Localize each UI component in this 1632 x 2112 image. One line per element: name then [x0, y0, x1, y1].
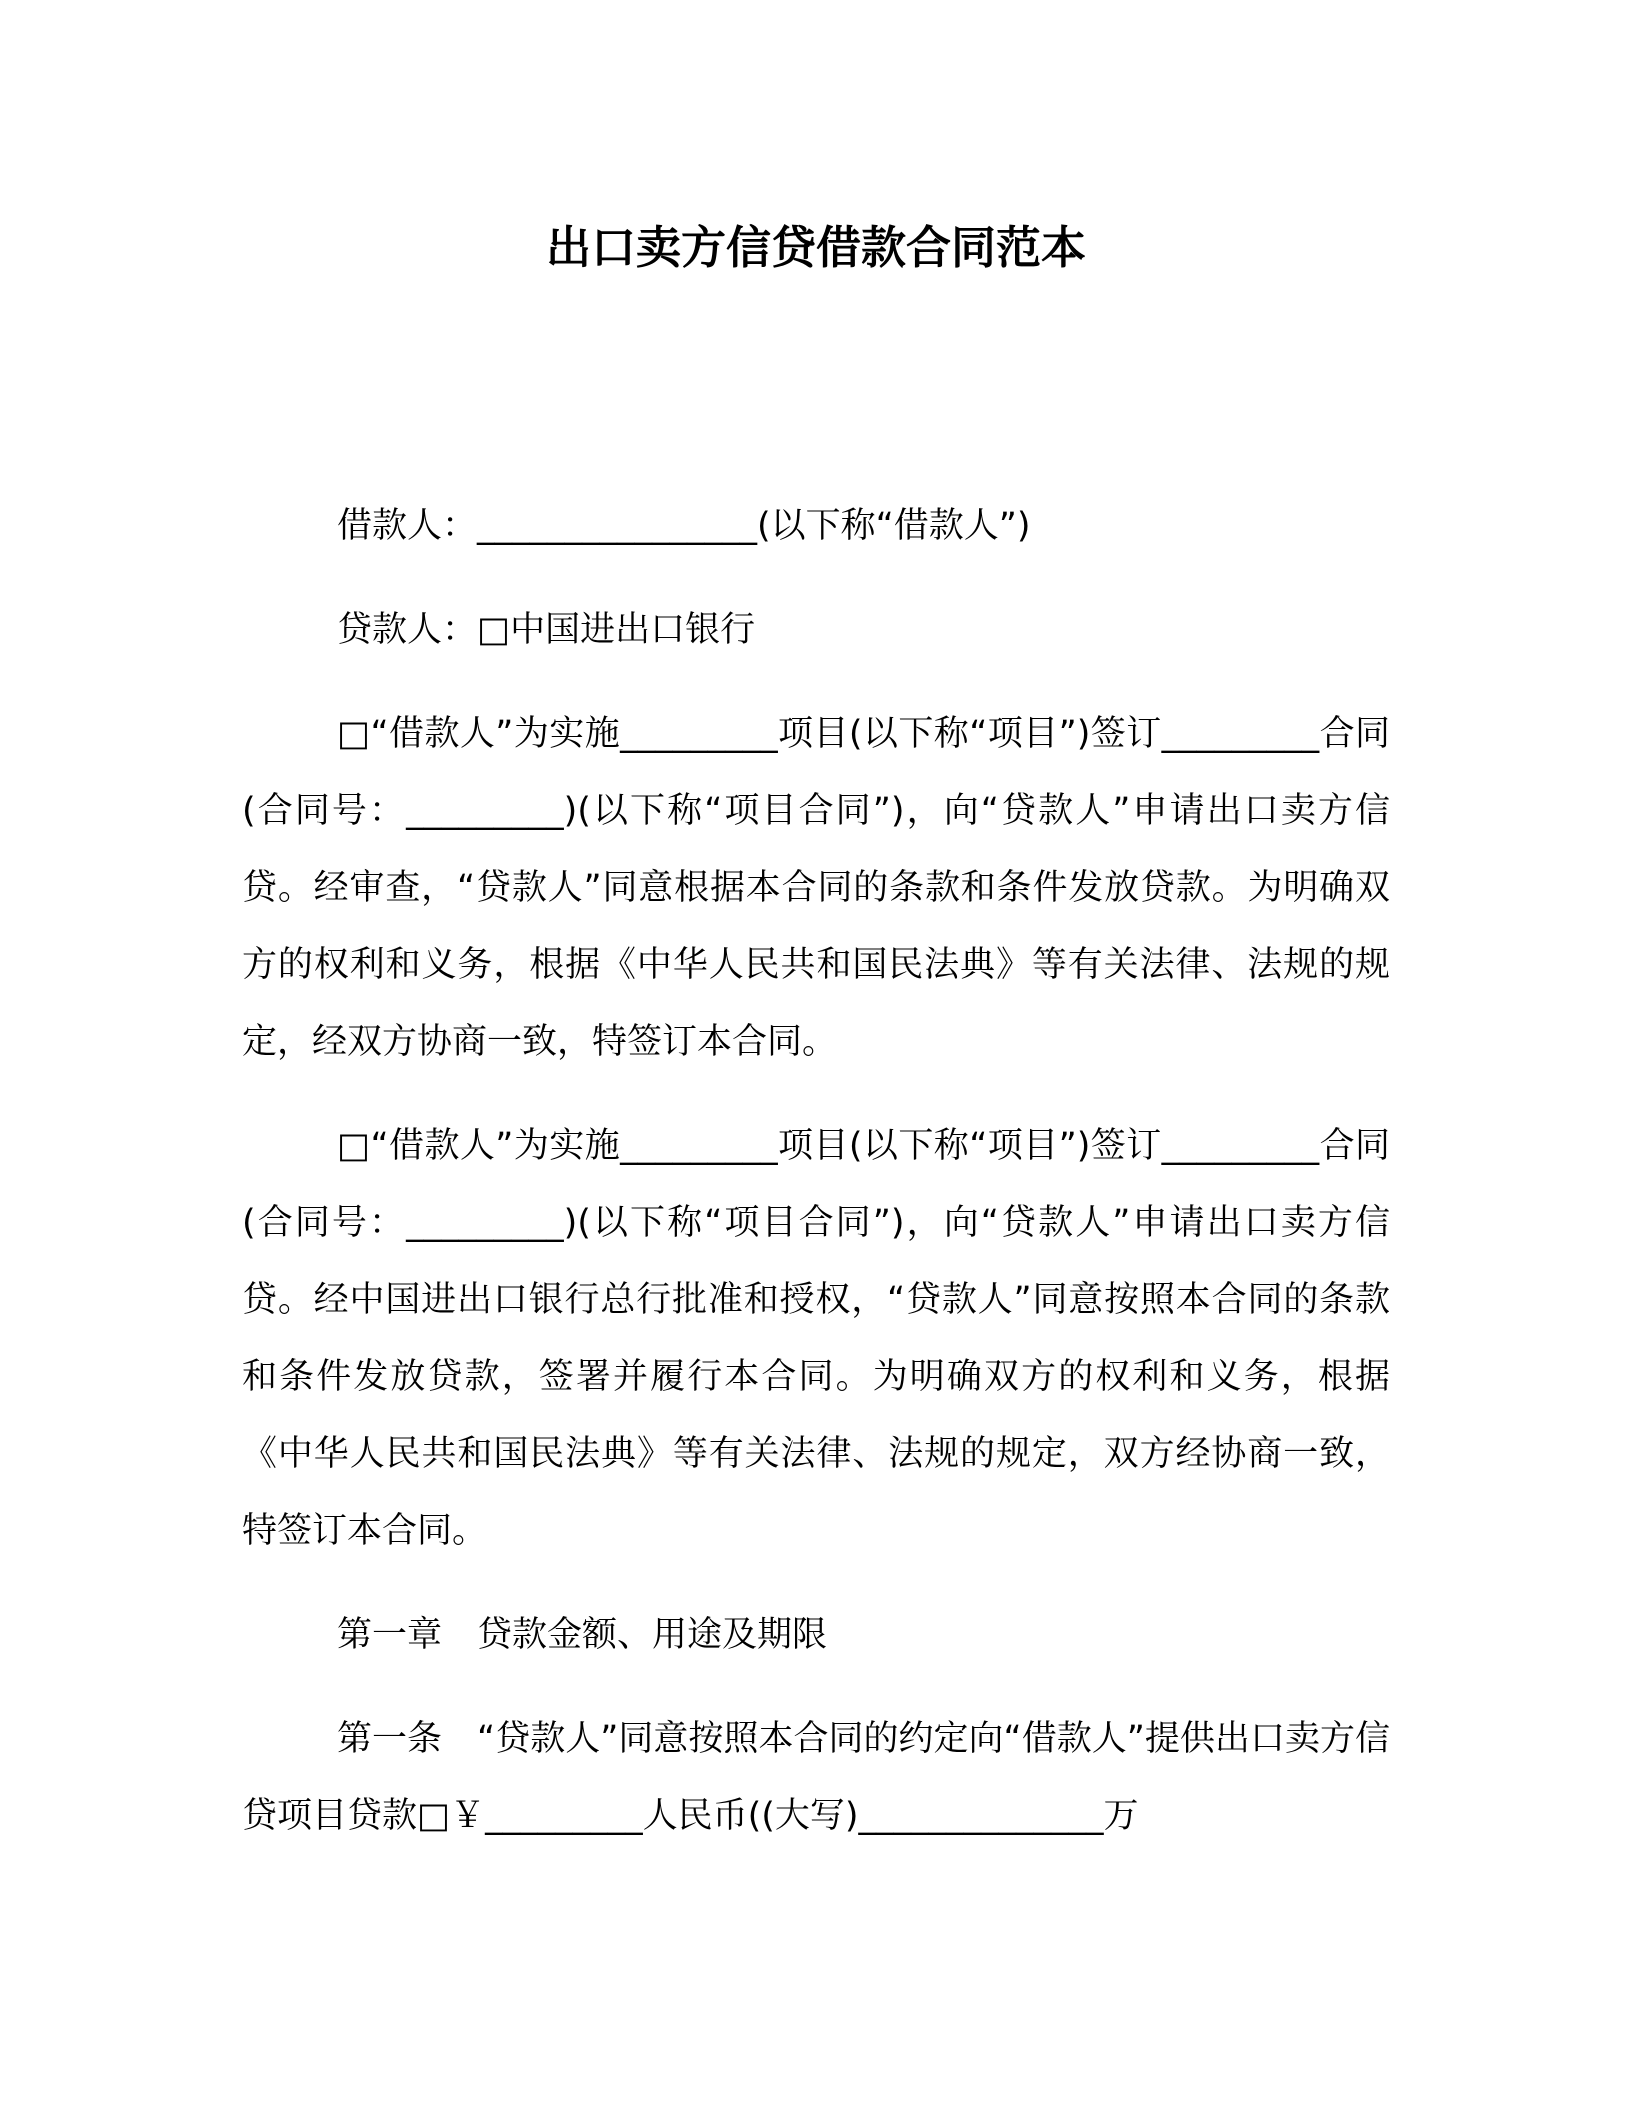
document-body	[242, 488, 1390, 1882]
option1-paragraph: □“借款人”为实施_________项目(以下称“项目”)签订_________合同(合同号：_________)(以下称“项目合同”)，向“贷款人”申请出口卖方信贷。经审查，“贷款人”同意根据本合同的条款和条件发放贷款。为明确双方的权利和义务，根据《中华人民共和国民法典》等有关法律、法规的规定，经双方协商一致，特签订本合同。	[242, 714, 1390, 1062]
chapter1-heading: 第一章 贷款金额、用途及期限	[337, 1615, 828, 1655]
option2-paragraph: □“借款人”为实施_________项目(以下称“项目”)签订_________合同(合同号：_________)(以下称“项目合同”)，向“贷款人”申请出口卖方信贷。经中国进出口银行总行批准和授权，“贷款人”同意按照本合同的条款和条件发放贷款，签署并履行本合同。为明确双方的权利和义务，根据《中华人民共和国民法典》等有关法律、法规的规定，双方经协商一致，特签订本合同。	[242, 1126, 1390, 1551]
article1-paragraph: 第一条 “贷款人”同意按照本合同的约定向“借款人”提供出口卖方信贷项目贷款□￥_________人民币((大写)______________万	[242, 1719, 1390, 1836]
borrower-line: 借款人：________________(以下称“借款人”)	[337, 506, 1031, 546]
document-title: 出口卖方信贷借款合同范本	[545, 221, 1086, 274]
lender-line: 贷款人：□中国进出口银行	[337, 610, 756, 650]
